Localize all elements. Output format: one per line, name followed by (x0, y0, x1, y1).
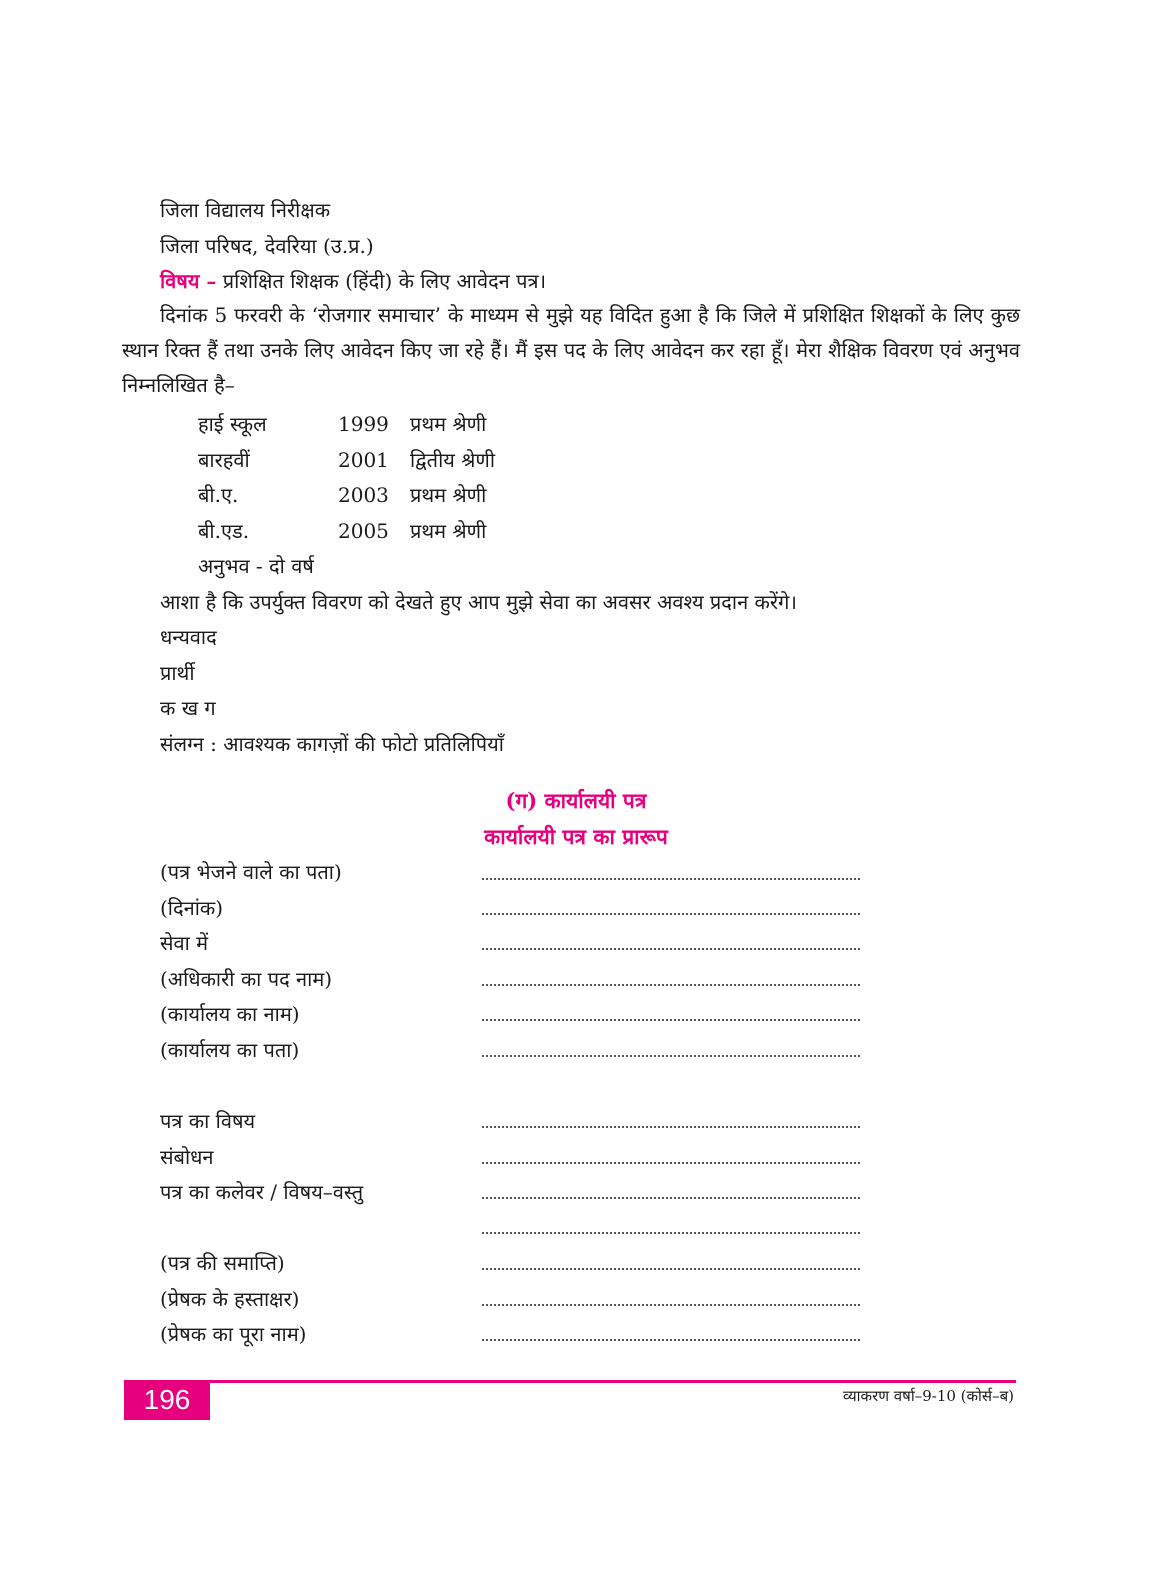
blank-line (482, 1339, 860, 1341)
blank-line (482, 1162, 860, 1164)
section-subheading: कार्यालयी पत्र का प्रारूप (484, 824, 668, 849)
enclosure-line: संलग्न : आवश्यक कागज़ों की फोटो प्रतिलिपियाँ (160, 732, 504, 756)
format-field-label: (प्रेषक का पूरा नाम) (160, 1322, 307, 1346)
blank-line (482, 1197, 860, 1199)
blank-line (482, 1232, 860, 1234)
format-field-label: (पत्र की समाप्ति) (160, 1251, 285, 1275)
applicant-label: प्रार्थी (160, 661, 195, 685)
blank-line (482, 984, 860, 986)
applicant-name: क ख ग (160, 696, 216, 720)
format-field-label: सेवा में (160, 931, 209, 955)
qualification-row (198, 412, 486, 436)
qualification-division: द्वितीय श्रेणी (410, 448, 496, 472)
book-title: व्याकरण वर्षा–9-10 (कोर्स–ब) (842, 1387, 1014, 1405)
section-heading: (ग) कार्यालयी पत्र (505, 788, 647, 813)
subject-line (160, 269, 546, 293)
qualification-year: 2003 (338, 483, 389, 507)
recipient-line-2: जिला परिषद, देवरिया (उ.प्र.) (160, 234, 374, 258)
qualification-name: बी.एड. (198, 519, 250, 543)
format-field-label: (पत्र भेजने वाले का पता) (160, 860, 342, 884)
format-field-label: (कार्यालय का नाम) (160, 1002, 300, 1026)
qualification-row (198, 519, 486, 543)
blank-line (482, 1126, 860, 1128)
qualification-year: 2005 (338, 519, 389, 543)
experience-line: अनुभव - दो वर्ष (198, 554, 314, 578)
closing-request: आशा है कि उपर्युक्त विवरण को देखते हुए आप मुझे सेवा का अवसर अवश्य प्रदान करेंगे। (160, 590, 797, 614)
qualification-division: प्रथम श्रेणी (410, 519, 487, 543)
format-field-label: पत्र का विषय (160, 1109, 256, 1133)
qualification-division: प्रथम श्रेणी (410, 412, 487, 436)
blank-line (482, 1268, 860, 1270)
qualification-division: प्रथम श्रेणी (410, 483, 487, 507)
qualification-name: बी.ए. (198, 483, 239, 507)
format-field-label: पत्र का कलेवर / विषय–वस्तु (160, 1180, 364, 1204)
qualification-year: 2001 (338, 448, 389, 472)
body-paragraph-text: दिनांक 5 फरवरी के ‘रोजगार समाचार’ के माध्यम से मुझे यह विदित हुआ है कि जिले में प्रशिक्षित शिक्षकों के लिए कुछ स्थान रिक्त हैं तथा उनके लिए आवेदन किए जा रहे हैं। मैं इस पद के लिए आवेदन कर रहा हूँ। मेरा शैक्षिक विवरण एवं अनुभव निम्नलिखित है– (122, 303, 1020, 397)
blank-line (482, 1055, 860, 1057)
format-field-label: (प्रेषक के हस्ताक्षर) (160, 1287, 300, 1311)
qualification-name: हाई स्कूल (198, 412, 267, 436)
subject-label: विषय – (160, 269, 217, 293)
blank-line (482, 913, 860, 915)
body-paragraph (122, 298, 1020, 403)
qualification-row (198, 448, 495, 472)
blank-line (482, 1304, 860, 1306)
recipient-line-1: जिला विद्यालय निरीक्षक (160, 198, 331, 222)
format-field-label: (दिनांक) (160, 896, 224, 920)
qualification-row (198, 483, 486, 507)
subject-text: प्रशिक्षित शिक्षक (हिंदी) के लिए आवेदन पत्र। (216, 269, 547, 293)
format-field-label: संबोधन (160, 1145, 214, 1169)
blank-line (482, 948, 860, 950)
blank-line (482, 1019, 860, 1021)
format-field-label: (अधिकारी का पद नाम) (160, 967, 333, 991)
footer-rule (208, 1380, 1016, 1383)
blank-line (482, 878, 860, 880)
format-field-label: (कार्यालय का पता) (160, 1038, 300, 1062)
qualification-year: 1999 (338, 412, 389, 436)
page-number: 196 (124, 1380, 210, 1420)
thanks-line: धन्यवाद (160, 625, 217, 649)
qualification-name: बारहवीं (198, 448, 250, 472)
